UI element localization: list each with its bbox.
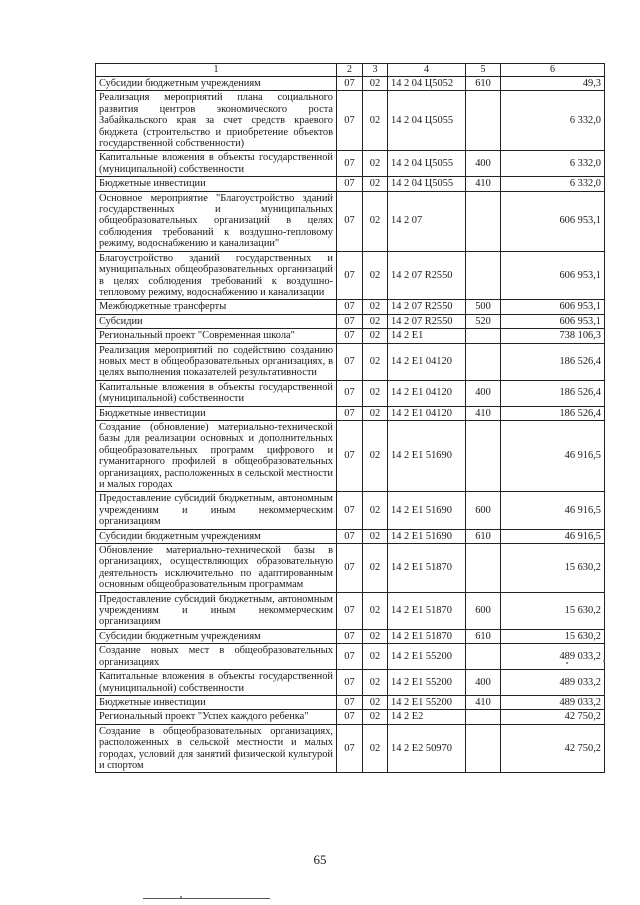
row-label: Создание (обновление) материально-технической базы для реализации основных и дополнительных общеобразовательных программ цифрового и гуманитарного профилей в общеобразовательных организациях, расположенных в сельской местности и малых городах	[99, 421, 333, 490]
cell-pr: 02	[363, 406, 388, 420]
cell-name	[96, 380, 337, 406]
cell-vr: 400	[466, 380, 501, 406]
cell-csr: 14 2 E1 51690	[388, 492, 466, 529]
cell-pr: 02	[363, 191, 388, 251]
cell-sum: 46 916,5	[501, 529, 605, 543]
cell-rz: 07	[337, 420, 363, 491]
cell-vr	[466, 343, 501, 380]
cell-rz: 07	[337, 695, 363, 709]
cell-pr: 02	[363, 177, 388, 191]
cell-name	[96, 695, 337, 709]
row-label: Бюджетные инвестиции	[99, 696, 206, 708]
row-label: Капитальные вложения в объекты государственной (муниципальной) собственности	[99, 152, 333, 175]
cell-vr: 500	[466, 300, 501, 314]
cell-rz: 07	[337, 380, 363, 406]
row-label: Реализация мероприятий плана социального развития центров экономического роста Забайкальского края за счет средств краевого бюджета (строительство и приобретение объектов государственной собственности)	[99, 92, 333, 150]
cell-sum: 606 953,1	[501, 191, 605, 251]
cell-vr	[466, 191, 501, 251]
row-label: Основное мероприятие "Благоустройство зданий государственных и муниципальных общеобразовательных организаций в целях соблюдения требований к воздушно-тепловому режиму, водоснабжению и канализации"	[99, 192, 333, 250]
table-row	[96, 251, 605, 300]
cell-csr: 14 2 E1 04120	[388, 343, 466, 380]
cell-csr: 14 2 E1 51690	[388, 529, 466, 543]
cell-csr: 14 2 E1 55200	[388, 644, 466, 670]
table-row	[96, 380, 605, 406]
cell-name	[96, 644, 337, 670]
cell-rz: 07	[337, 724, 363, 773]
cell-pr: 02	[363, 300, 388, 314]
table-row	[96, 710, 605, 724]
table-row	[96, 91, 605, 151]
cell-name	[96, 251, 337, 300]
budget-table	[95, 63, 605, 773]
table-row	[96, 529, 605, 543]
cell-vr: 610	[466, 529, 501, 543]
cell-sum: 49,3	[501, 77, 605, 91]
cell-name	[96, 592, 337, 629]
column-header: 5	[466, 64, 501, 77]
table-row	[96, 406, 605, 420]
cell-vr	[466, 91, 501, 151]
cell-sum: 46 916,5	[501, 420, 605, 491]
scan-speck	[603, 660, 605, 662]
cell-vr	[466, 420, 501, 491]
cell-rz: 07	[337, 629, 363, 643]
cell-sum: 15 630,2	[501, 629, 605, 643]
row-label: Создание новых мест в общеобразовательных организациях	[99, 645, 333, 668]
cell-vr	[466, 251, 501, 300]
cell-vr	[466, 644, 501, 670]
cell-csr: 14 2 07 R2550	[388, 251, 466, 300]
cell-sum: 6 332,0	[501, 151, 605, 177]
cell-sum: 606 953,1	[501, 314, 605, 328]
cell-name	[96, 529, 337, 543]
row-label: Капитальные вложения в объекты государственной (муниципальной) собственности	[99, 381, 333, 405]
cell-rz: 07	[337, 91, 363, 151]
row-label: Региональный проект "Успех каждого ребенка"	[99, 711, 309, 723]
cell-csr: 14 2 E1 51870	[388, 629, 466, 643]
table-row	[96, 592, 605, 629]
column-header: 3	[363, 64, 388, 77]
cell-rz: 07	[337, 670, 363, 696]
cell-pr: 02	[363, 343, 388, 380]
table-row	[96, 329, 605, 343]
row-label: Субсидии бюджетным учреждениям	[99, 78, 261, 89]
cell-pr: 02	[363, 670, 388, 696]
cell-rz: 07	[337, 343, 363, 380]
cell-rz: 07	[337, 151, 363, 177]
cell-sum: 489 033,2	[501, 644, 605, 670]
scan-speck	[566, 662, 568, 664]
cell-csr: 14 2 E1 55200	[388, 670, 466, 696]
cell-name	[96, 406, 337, 420]
column-header: 6	[501, 64, 605, 77]
cell-vr: 600	[466, 492, 501, 529]
cell-sum: 42 750,2	[501, 710, 605, 724]
cell-pr: 02	[363, 251, 388, 300]
cell-csr: 14 2 E1 04120	[388, 406, 466, 420]
cell-pr: 02	[363, 329, 388, 343]
cell-name	[96, 724, 337, 773]
cell-rz: 07	[337, 592, 363, 629]
row-label: Бюджетные инвестиции	[99, 178, 206, 190]
cell-name	[96, 670, 337, 696]
cell-pr: 02	[363, 724, 388, 773]
cell-name	[96, 710, 337, 724]
cell-name	[96, 300, 337, 314]
table-row	[96, 343, 605, 380]
cell-pr: 02	[363, 529, 388, 543]
cell-rz: 07	[337, 314, 363, 328]
cell-csr: 14 2 E1 51870	[388, 544, 466, 593]
cell-csr: 14 2 04 Ц5055	[388, 177, 466, 191]
cell-csr: 14 2 07 R2550	[388, 314, 466, 328]
table-header-row	[96, 64, 605, 77]
cell-vr: 410	[466, 695, 501, 709]
cell-rz: 07	[337, 191, 363, 251]
cell-csr: 14 2 04 Ц5052	[388, 77, 466, 91]
cell-csr: 14 2 E2 50970	[388, 724, 466, 773]
table-row	[96, 420, 605, 491]
table-row	[96, 77, 605, 91]
cell-pr: 02	[363, 314, 388, 328]
table-row	[96, 300, 605, 314]
table-row	[96, 314, 605, 328]
cell-vr: 610	[466, 629, 501, 643]
table-row	[96, 629, 605, 643]
cell-rz: 07	[337, 177, 363, 191]
cell-sum: 489 033,2	[501, 695, 605, 709]
row-label: Реализация мероприятий по содействию созданию новых мест в общеобразовательных организациях, в целях выполнения показателей результативности	[99, 344, 333, 379]
cell-pr: 02	[363, 644, 388, 670]
row-label: Субсидии бюджетным учреждениям	[99, 530, 261, 542]
cell-sum: 489 033,2	[501, 670, 605, 696]
table-row	[96, 177, 605, 191]
row-label: Предоставление субсидий бюджетным, автономным учреждениям и иным некоммерческим организациям	[99, 493, 333, 528]
cell-vr: 400	[466, 670, 501, 696]
row-label: Обновление материально-технической базы в организациях, осуществляющих образовательную деятельность исключительно по адаптированным основным общеобразовательным программам	[99, 545, 333, 591]
cell-csr: 14 2 07 R2550	[388, 300, 466, 314]
cell-vr	[466, 710, 501, 724]
footer-rule	[143, 898, 270, 899]
row-label: Региональный проект "Современная школа"	[99, 330, 295, 342]
cell-csr: 14 2 04 Ц5055	[388, 91, 466, 151]
cell-name	[96, 191, 337, 251]
row-label: Субсидии	[99, 315, 143, 327]
cell-pr: 02	[363, 544, 388, 593]
cell-csr: 14 2 E1 55200	[388, 695, 466, 709]
cell-pr: 02	[363, 710, 388, 724]
table-row	[96, 644, 605, 670]
row-label: Предоставление субсидий бюджетным, автономным учреждениям и иным некоммерческим организациям	[99, 593, 333, 628]
table-row	[96, 695, 605, 709]
cell-vr	[466, 329, 501, 343]
cell-pr: 02	[363, 492, 388, 529]
cell-vr: 400	[466, 151, 501, 177]
cell-sum: 186 526,4	[501, 406, 605, 420]
cell-pr: 02	[363, 91, 388, 151]
cell-name	[96, 177, 337, 191]
cell-vr	[466, 724, 501, 773]
table-row	[96, 544, 605, 593]
column-header: 2	[337, 64, 363, 77]
cell-rz: 07	[337, 492, 363, 529]
cell-csr: 14 2 E2	[388, 710, 466, 724]
row-label: Субсидии бюджетным учреждениям	[99, 630, 261, 642]
cell-rz: 07	[337, 406, 363, 420]
table-body	[96, 77, 605, 773]
cell-name	[96, 91, 337, 151]
cell-sum: 6 332,0	[501, 91, 605, 151]
cell-sum: 606 953,1	[501, 251, 605, 300]
cell-sum: 15 630,2	[501, 592, 605, 629]
cell-vr: 410	[466, 406, 501, 420]
cell-name	[96, 343, 337, 380]
cell-pr: 02	[363, 77, 388, 91]
page-number: 65	[313, 852, 327, 867]
cell-sum: 46 916,5	[501, 492, 605, 529]
cell-csr: 14 2 04 Ц5055	[388, 151, 466, 177]
row-label: Бюджетные инвестиции	[99, 407, 206, 419]
cell-vr: 520	[466, 314, 501, 328]
cell-sum: 42 750,2	[501, 724, 605, 773]
cell-name	[96, 77, 337, 91]
cell-rz: 07	[337, 710, 363, 724]
cell-vr: 610	[466, 77, 501, 91]
cell-vr: 600	[466, 592, 501, 629]
cell-rz: 07	[337, 644, 363, 670]
cell-csr: 14 2 E1 04120	[388, 380, 466, 406]
cell-sum: 186 526,4	[501, 343, 605, 380]
cell-vr	[466, 544, 501, 593]
cell-sum: 606 953,1	[501, 300, 605, 314]
column-header: 1	[96, 64, 337, 77]
cell-csr: 14 2 E1	[388, 329, 466, 343]
table-row	[96, 151, 605, 177]
cell-pr: 02	[363, 629, 388, 643]
cell-csr: 14 2 E1 51870	[388, 592, 466, 629]
cell-name	[96, 420, 337, 491]
row-label: Благоустройство зданий государственных и муниципальных общеобразовательных организаций в целях соблюдения требований к воздушно-тепловому режиму, водоснабжению и канализации	[99, 252, 333, 298]
cell-pr: 02	[363, 420, 388, 491]
cell-name	[96, 314, 337, 328]
cell-rz: 07	[337, 77, 363, 91]
scan-speck	[180, 896, 182, 898]
cell-name	[96, 151, 337, 177]
cell-pr: 02	[363, 151, 388, 177]
cell-csr: 14 2 07	[388, 191, 466, 251]
row-label: Капитальные вложения в объекты государственной (муниципальной) собственности	[99, 671, 333, 694]
cell-vr: 410	[466, 177, 501, 191]
cell-csr: 14 2 E1 51690	[388, 420, 466, 491]
cell-rz: 07	[337, 329, 363, 343]
cell-pr: 02	[363, 380, 388, 406]
cell-sum: 15 630,2	[501, 544, 605, 593]
cell-rz: 07	[337, 529, 363, 543]
row-label: Межбюджетные трансферты	[99, 301, 227, 313]
row-label: Создание в общеобразовательных организациях, расположенных в сельской местности и малых городах, условий для занятий физической культурой и спортом	[99, 725, 333, 771]
cell-rz: 07	[337, 251, 363, 300]
cell-pr: 02	[363, 695, 388, 709]
cell-name	[96, 492, 337, 529]
table-row	[96, 492, 605, 529]
cell-name	[96, 544, 337, 593]
cell-sum: 738 106,3	[501, 329, 605, 343]
cell-rz: 07	[337, 300, 363, 314]
table-row	[96, 191, 605, 251]
cell-rz: 07	[337, 544, 363, 593]
cell-name	[96, 629, 337, 643]
cell-sum: 186 526,4	[501, 380, 605, 406]
column-header: 4	[388, 64, 466, 77]
cell-sum: 6 332,0	[501, 177, 605, 191]
cell-name	[96, 329, 337, 343]
table-row	[96, 670, 605, 696]
table-row	[96, 724, 605, 773]
cell-pr: 02	[363, 592, 388, 629]
